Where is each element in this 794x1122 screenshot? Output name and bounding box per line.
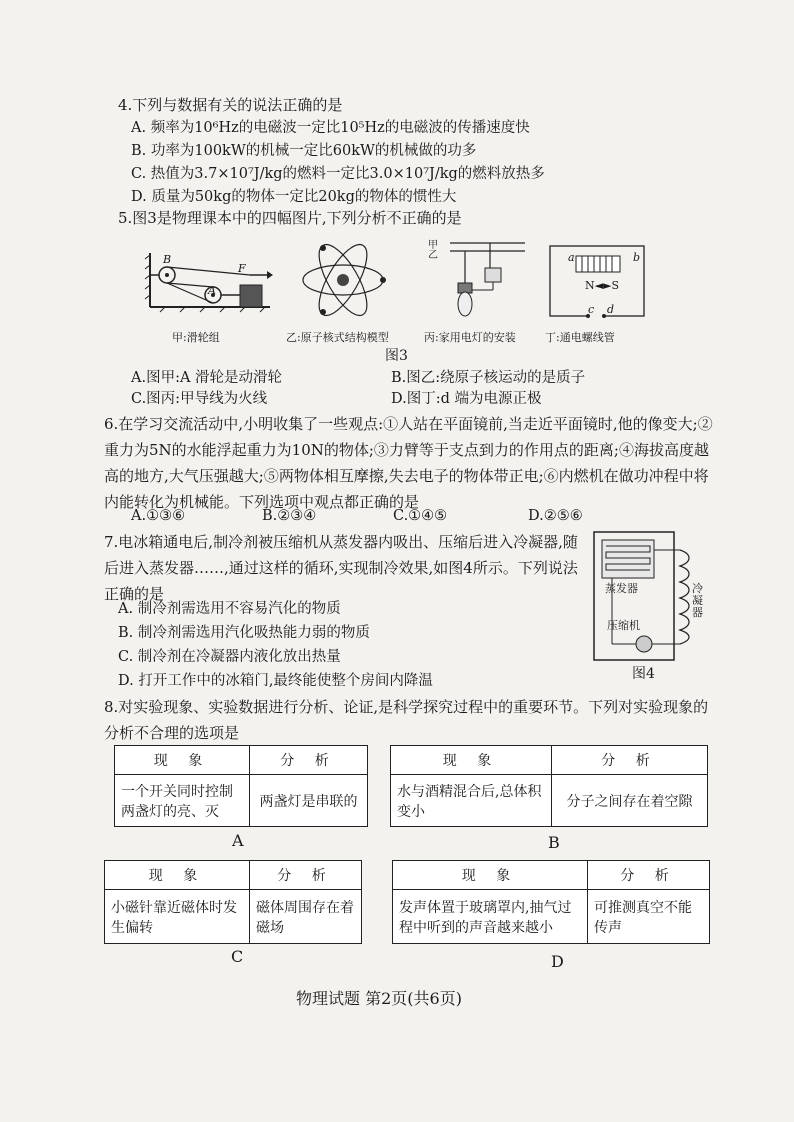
q5-option-d: D.图丁:d 端为电源正极 — [391, 391, 542, 407]
label-c: c — [588, 303, 595, 316]
q7-option-b: B. 制冷剂需选用汽化吸热能力弱的物质 — [118, 625, 370, 641]
page-footer: 物理试题 第2页(共6页) — [296, 989, 462, 1008]
q6-option-b: B.②③④ — [262, 508, 317, 524]
q4-option-c: C. 热值为3.7×10⁷J/kg的燃料一定比3.0×10⁷J/kg的燃料放热多 — [131, 166, 545, 182]
label-a-end: a — [568, 251, 575, 264]
table-c-label: C — [231, 947, 244, 966]
q7-text: 7.电冰箱通电后,制冷剂被压缩机从蒸发器内吸出、压缩后进入冷凝器,随后进入蒸发器……,通过这样的循环,实现制冷效果,如图4所示。下列说法正确的是 — [104, 533, 578, 603]
label-a: A — [208, 284, 216, 297]
header-analysis: 分 析 — [250, 746, 368, 775]
q7-option-d: D. 打开工作中的冰箱门,最终能使整个房间内降温 — [118, 673, 433, 689]
table-a — [114, 745, 368, 827]
table-d-phenomenon: 发声体置于玻璃罩内,抽气过程中听到的声音越来越小 — [393, 890, 588, 944]
table-b — [390, 745, 708, 827]
table-b-analysis: 分子之间存在着空隙 — [552, 775, 708, 827]
table-a-label: A — [232, 831, 244, 850]
header-phenomenon: 现 象 — [391, 746, 552, 775]
q5-option-b: B.图乙:绕原子核运动的是质子 — [391, 370, 586, 386]
atom-model-diagram — [298, 240, 388, 320]
label-yi: 乙 — [428, 250, 438, 261]
q7-option-c: C. 制冷剂在冷凝器内液化放出热量 — [118, 649, 341, 665]
header-phenomenon: 现 象 — [105, 861, 250, 890]
table-d-label: D — [551, 952, 564, 971]
header-analysis: 分 析 — [250, 861, 362, 890]
label-d: d — [607, 303, 615, 316]
q6-option-c: C.①④⑤ — [393, 508, 448, 524]
label-b-end: b — [633, 251, 641, 264]
table-c-phenomenon: 小磁针靠近磁体时发生偏转 — [105, 890, 250, 944]
header-phenomenon: 现 象 — [115, 746, 250, 775]
table-c — [104, 860, 362, 944]
label-b: B — [163, 253, 172, 266]
q6-option-a: A.①③⑥ — [131, 508, 186, 524]
q4-stem: 4.下列与数据有关的说法正确的是 — [118, 96, 343, 114]
q4-option-d: D. 质量为50kg的物体一定比20kg的物体的惯性大 — [131, 189, 457, 205]
table-c-analysis: 磁体周围存在着磁场 — [250, 890, 362, 944]
caption-ding: 丁:通电螺线管 — [545, 331, 615, 344]
q4-option-a: A. 频率为10⁶Hz的电磁波一定比10⁵Hz的电磁波的传播速度快 — [131, 120, 530, 136]
label-jia: 甲 — [428, 240, 438, 251]
q4-option-b: B. 功率为100kW的机械一定比60kW的机械做的功多 — [131, 143, 477, 159]
q7-option-a: A. 制冷剂需选用不容易汽化的物质 — [118, 601, 341, 617]
table-d — [392, 860, 710, 944]
table-d-analysis: 可推测真空不能传声 — [588, 890, 710, 944]
condenser-label: 冷凝器 — [692, 582, 703, 619]
caption-bing: 丙:家用电灯的安装 — [424, 331, 516, 344]
q5-option-c: C.图丙:甲导线为火线 — [131, 391, 268, 407]
q5-stem: 5.图3是物理课本中的四幅图片,下列分析不正确的是 — [118, 209, 462, 227]
figure-3-label: 图3 — [385, 348, 408, 364]
evaporator-label: 蒸发器 — [605, 582, 638, 595]
table-b-label: B — [548, 833, 560, 852]
compressor-label: 压缩机 — [607, 619, 640, 632]
header-phenomenon: 现 象 — [393, 861, 588, 890]
label-f: F — [238, 262, 246, 275]
q6-text: 6.在学习交流活动中,小明收集了一些观点:①人站在平面镜前,当走近平面镜时,他的像变大;②重力为5N的水能浮起重力为10N的物体;③力臂等于支点到力的作用点的距离;④海拔高度越高的地方,大气压强越大;⑤两物体相互摩擦,失去电子的物体带正电;⑥内燃机在做功冲程中将内能转化为机械能。下列选项中观点都正确的是 — [104, 415, 713, 511]
lamp-wiring-diagram — [445, 238, 530, 318]
header-analysis: 分 析 — [588, 861, 710, 890]
table-a-phenomenon: 一个开关同时控制两盏灯的亮、灭 — [115, 775, 250, 827]
compass-ns: N◄►S — [585, 279, 620, 292]
caption-yi: 乙:原子核式结构模型 — [286, 331, 389, 344]
q6-option-d: D.②⑤⑥ — [528, 508, 583, 524]
caption-jia: 甲:滑轮组 — [172, 331, 220, 344]
table-b-phenomenon: 水与酒精混合后,总体积变小 — [391, 775, 552, 827]
header-analysis: 分 析 — [552, 746, 708, 775]
table-a-analysis: 两盏灯是串联的 — [250, 775, 368, 827]
figure-4-label: 图4 — [632, 666, 655, 682]
q8-text: 8.对实验现象、实验数据进行分析、论证,是科学探究过程中的重要环节。下列对实验现象的分析不合理的选项是 — [104, 698, 709, 742]
q5-option-a: A.图甲:A 滑轮是动滑轮 — [131, 370, 283, 386]
